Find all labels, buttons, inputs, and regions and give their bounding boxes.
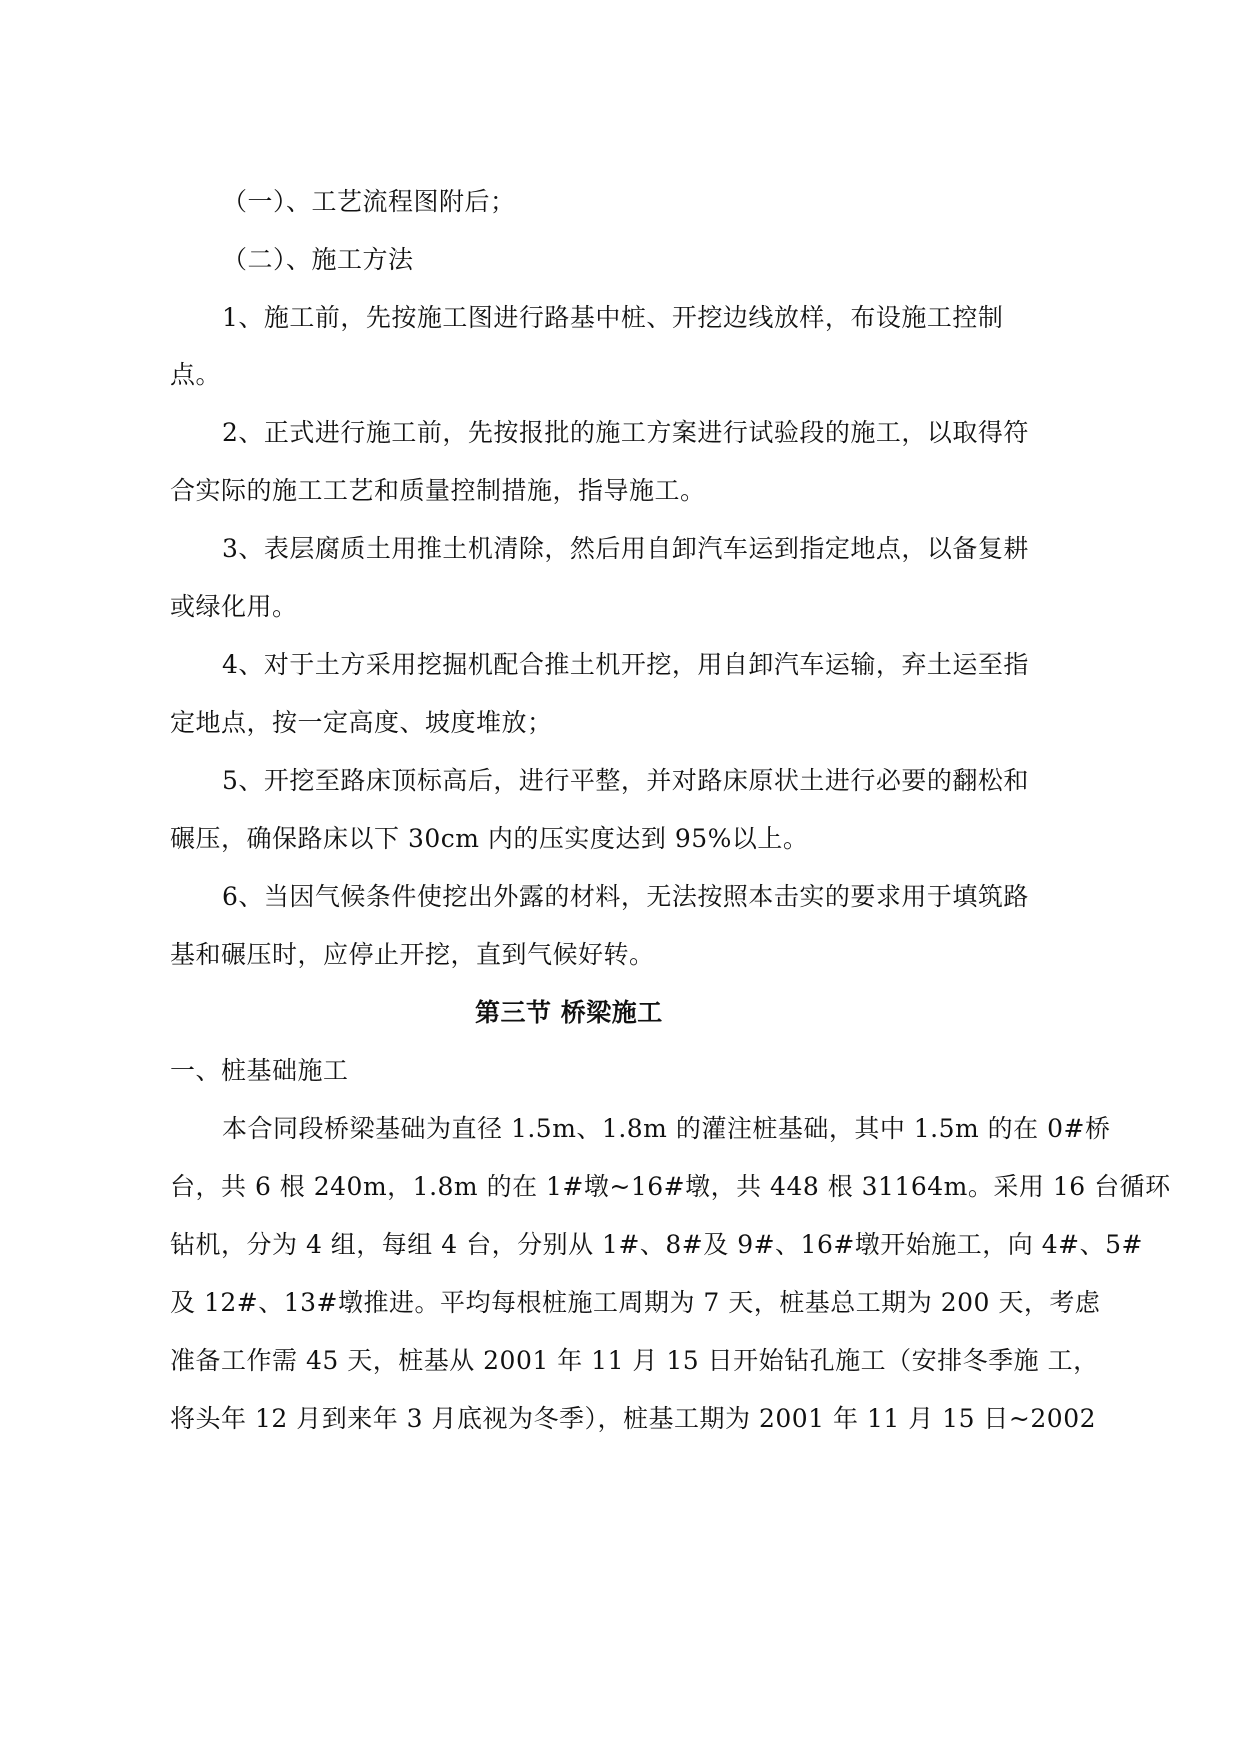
subsection-heading-process-flow: （一）、工艺流程图附后； bbox=[222, 187, 516, 216]
paragraph-line: 碾压，确保路床以下 30cm 内的压实度达到 95%以上。 bbox=[170, 824, 809, 853]
paragraph-line: 定地点，按一定高度、坡度堆放； bbox=[170, 708, 553, 737]
paragraph-line: 台，共 6 根 240m，1.8m 的在 1#墩~16#墩，共 448 根 31164m。采用 16 台循环 bbox=[170, 1172, 1171, 1201]
paragraph-line: 本合同段桥梁基础为直径 1.5m、1.8m 的灌注桩基础，其中 1.5m 的在 0#桥 bbox=[222, 1114, 1111, 1143]
paragraph-line: 或绿化用。 bbox=[170, 592, 298, 621]
paragraph-line: 4、对于土方采用挖掘机配合推土机开挖，用自卸汽车运输，弃土运至指 bbox=[222, 650, 1029, 679]
paragraph-line: 1、施工前，先按施工图进行路基中桩、开挖边线放样，布设施工控制 bbox=[222, 303, 1004, 332]
paragraph-line: 2、正式进行施工前，先按报批的施工方案进行试验段的施工，以取得符 bbox=[222, 418, 1029, 447]
section-title: 第三节 桥梁施工 bbox=[475, 998, 663, 1027]
section-subheading: 一、桩基础施工 bbox=[170, 1056, 349, 1085]
paragraph-line: 基和碾压时，应停止开挖，直到气候好转。 bbox=[170, 940, 655, 969]
paragraph-line: 5、开挖至路床顶标高后，进行平整，并对路床原状土进行必要的翻松和 bbox=[222, 766, 1029, 795]
paragraph-line: 准备工作需 45 天，桩基从 2001 年 11 月 15 日开始钻孔施工（安排冬季施 工， bbox=[170, 1346, 1099, 1375]
paragraph-line: 点。 bbox=[170, 360, 222, 389]
paragraph-line: 6、当因气候条件使挖出外露的材料，无法按照本击实的要求用于填筑路 bbox=[222, 882, 1029, 911]
subsection-heading-construction-method: （二）、施工方法 bbox=[222, 245, 414, 274]
paragraph-line: 合实际的施工工艺和质量控制措施，指导施工。 bbox=[170, 476, 706, 505]
paragraph-line: 将头年 12 月到来年 3 月底视为冬季），桩基工期为 2001 年 11 月 15 日~2002 bbox=[170, 1404, 1097, 1433]
paragraph-line: 3、表层腐质土用推土机清除，然后用自卸汽车运到指定地点，以备复耕 bbox=[222, 534, 1029, 563]
paragraph-line: 钻机，分为 4 组，每组 4 台，分别从 1#、8#及 9#、16#墩开始施工，向 4#、5# bbox=[170, 1230, 1143, 1259]
paragraph-line: 及 12#、13#墩推进。平均每根桩施工周期为 7 天，桩基总工期为 200 天，考虑 bbox=[170, 1288, 1101, 1317]
